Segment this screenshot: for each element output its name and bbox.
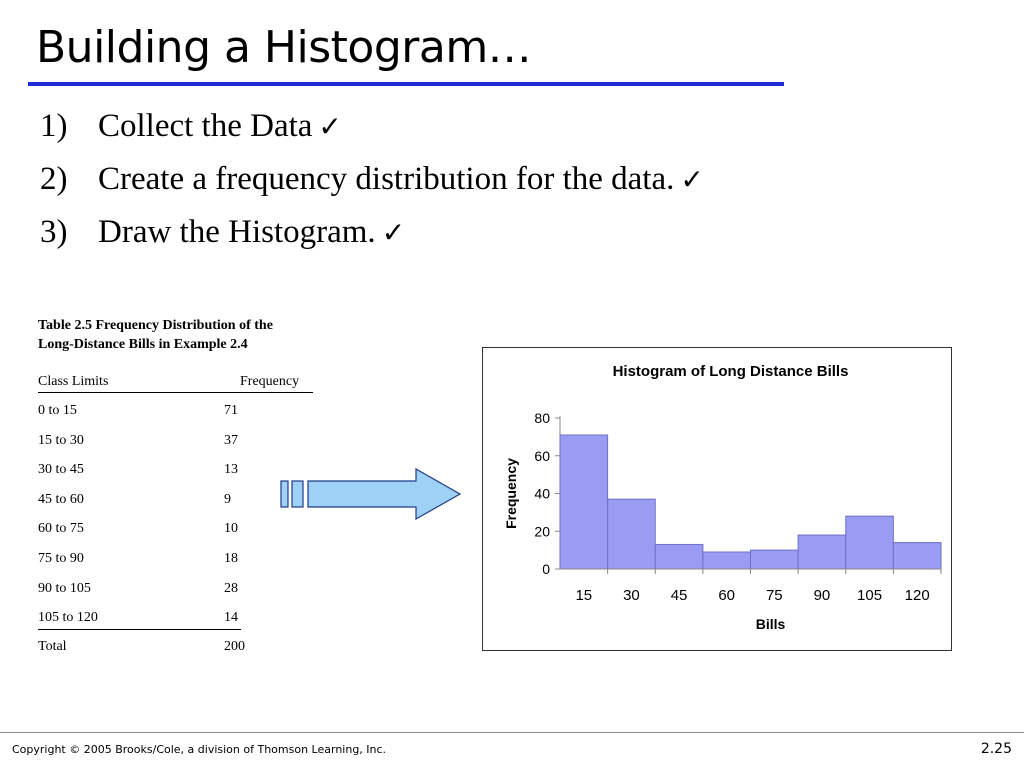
copyright-text: Copyright © 2005 Brooks/Cole, a division of Thomson Learning, Inc.: [12, 743, 387, 756]
right-arrow-icon: [280, 468, 465, 523]
checkmark-icon: ✓: [381, 216, 406, 249]
table-row: 30 to 45 13: [38, 462, 238, 478]
histogram-bar: [751, 550, 799, 569]
y-axis-label: Frequency: [503, 458, 519, 529]
arrow-body: [308, 469, 460, 519]
step-number: 3): [40, 214, 68, 250]
histogram-bar: [798, 535, 846, 569]
histogram-chart: [482, 347, 952, 651]
table-row: 75 to 90 18: [38, 550, 238, 566]
x-tick-label: 75: [765, 587, 783, 604]
checkmark-icon: ✓: [318, 110, 342, 143]
histogram-svg: [483, 348, 951, 650]
step-text: Create a frequency distribution for the data. ✓: [98, 161, 704, 197]
table-header: [38, 374, 313, 393]
histogram-bar: [703, 552, 751, 569]
table-row: 0 to 15 71: [38, 403, 238, 418]
x-tick-label: 105: [857, 587, 883, 604]
histogram-bar: [846, 516, 894, 569]
table-total-row: Total 200: [38, 639, 245, 655]
class-limits-header: Class Limits: [38, 374, 109, 389]
arrow-stripe: [292, 481, 303, 507]
chart-title: Histogram of Long Distance Bills: [612, 363, 849, 380]
histogram-bar: [893, 543, 941, 569]
table-row: 45 to 60 9: [38, 491, 231, 507]
y-tick-label: 60: [534, 447, 550, 464]
page-number: 2.25: [980, 741, 1012, 757]
slide-title: Building a Histogram…: [36, 22, 532, 73]
checkmark-icon: ✓: [680, 163, 704, 196]
histogram-bar: [560, 435, 608, 569]
y-tick-label: 80: [534, 410, 550, 426]
step-text: Draw the Histogram. ✓: [98, 214, 406, 250]
title-underline: [28, 82, 784, 86]
step-number: 2): [40, 161, 68, 197]
y-tick-label: 20: [534, 523, 550, 540]
footer-divider: [0, 732, 1024, 733]
y-tick-label: 40: [534, 485, 550, 502]
step-text: Collect the Data ✓: [98, 108, 342, 144]
x-tick-label: 90: [813, 587, 831, 604]
x-tick-label: 120: [904, 587, 930, 604]
histogram-bar: [608, 499, 656, 569]
table-row: 15 to 30 37: [38, 432, 238, 448]
arrow-stripe: [281, 481, 288, 507]
frequency-header: Frequency: [240, 374, 300, 389]
x-tick-label: 15: [575, 587, 593, 604]
x-tick-label: 45: [670, 587, 688, 604]
histogram-bar: [655, 544, 703, 569]
x-axis-label: Bills: [755, 616, 786, 632]
table-row: 105 to 120 14: [38, 610, 241, 630]
table-row: 60 to 75 10: [38, 521, 238, 537]
y-tick-label: 0: [542, 561, 550, 577]
x-tick-label: 30: [623, 587, 640, 604]
table-row: 90 to 105 28: [38, 580, 238, 596]
x-tick-label: 60: [718, 587, 736, 604]
table-caption: Table 2.5 Frequency Distribution of the Long-Distance Bills in Example 2.4: [38, 318, 273, 352]
step-number: 1): [40, 108, 68, 144]
